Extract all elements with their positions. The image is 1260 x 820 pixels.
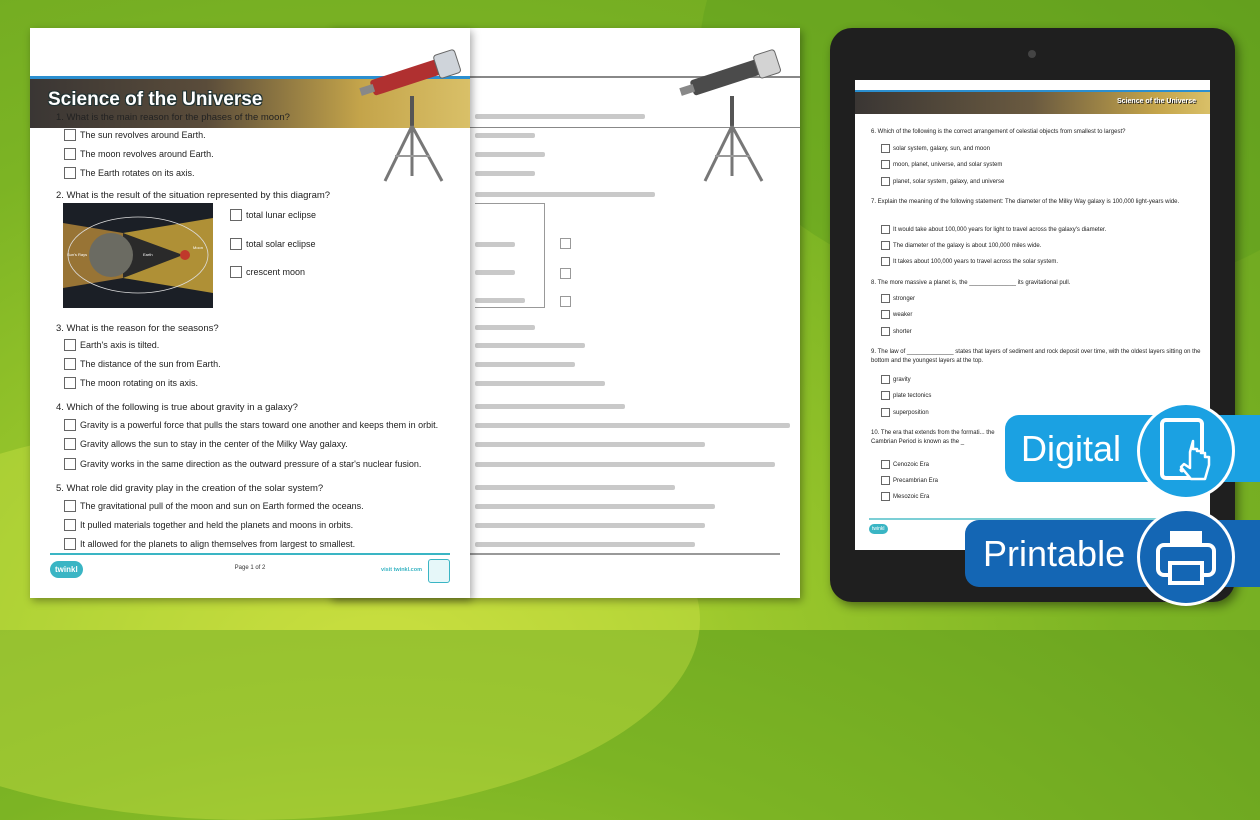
- tablet-answer-option[interactable]: [881, 327, 912, 336]
- option-label: Precambrian Era: [893, 477, 939, 484]
- checkbox[interactable]: [881, 144, 890, 153]
- tablet-question-text: 9. The law of ______________ states that layers of sediment and rock deposit over time, with the oldest layers sitting on the bottom and the youngest layers at the top.: [871, 349, 1201, 364]
- option-label: Gravity is a powerful force that pulls the stars toward one another and keeps them in orbit.: [80, 420, 439, 430]
- text-line-placeholder: [475, 362, 575, 367]
- text-line-placeholder: [475, 114, 645, 119]
- answer-option[interactable]: [64, 519, 353, 531]
- checkbox[interactable]: [230, 209, 242, 221]
- answer-option[interactable]: [64, 358, 221, 370]
- tablet-title: Science of the Universe: [1117, 98, 1196, 105]
- answer-option[interactable]: [64, 500, 364, 512]
- checkbox[interactable]: [64, 148, 76, 160]
- tablet-touch-icon: [1137, 402, 1235, 500]
- checkbox[interactable]: [64, 458, 76, 470]
- checkbox[interactable]: [64, 167, 76, 179]
- option-label: The Earth rotates on its axis.: [80, 168, 195, 178]
- checkbox[interactable]: [64, 377, 76, 389]
- text-line-placeholder: [475, 542, 695, 547]
- answer-option[interactable]: [64, 419, 438, 431]
- option-label: The moon revolves around Earth.: [80, 149, 214, 159]
- tablet-answer-option[interactable]: [881, 177, 1004, 186]
- checkbox-outline: [560, 238, 571, 249]
- checkbox[interactable]: [64, 538, 76, 550]
- checkbox[interactable]: [881, 492, 890, 501]
- camera-icon: [1028, 50, 1036, 58]
- option-label: It would take about 100,000 years for light to travel across the galaxy's diameter.: [893, 226, 1107, 233]
- answer-option[interactable]: [230, 209, 316, 221]
- checkbox[interactable]: [881, 310, 890, 319]
- tablet-answer-option[interactable]: [881, 391, 931, 400]
- answer-option[interactable]: [230, 266, 305, 278]
- question-text: 5. What role did gravity play in the creation of the solar system?: [56, 483, 324, 494]
- option-label: plate tectonics: [893, 392, 932, 399]
- visit-link[interactable]: visit twinkl.com: [381, 567, 422, 573]
- checkbox[interactable]: [881, 225, 890, 234]
- telescope-illustration: [350, 46, 470, 186]
- worksheet-page-1: [30, 28, 470, 598]
- option-label: total solar eclipse: [246, 239, 316, 249]
- printable-label: Printable: [983, 532, 1126, 574]
- question-text: 4. Which of the following is true about gravity in a galaxy?: [56, 402, 298, 413]
- checkbox[interactable]: [881, 241, 890, 250]
- checkbox[interactable]: [881, 460, 890, 469]
- tablet-answer-option[interactable]: [881, 225, 1106, 234]
- option-label: planet, solar system, galaxy, and universe: [893, 178, 1005, 185]
- text-line-placeholder: [475, 325, 535, 330]
- checkbox[interactable]: [64, 339, 76, 351]
- option-label: crescent moon: [246, 267, 306, 277]
- checkbox-outline: [560, 296, 571, 307]
- tablet-answer-option[interactable]: [881, 241, 1041, 250]
- option-label: It pulled materials together and held the planets and moons in orbits.: [80, 520, 354, 530]
- checkbox[interactable]: [881, 476, 890, 485]
- text-line-placeholder: [475, 133, 535, 138]
- checkbox[interactable]: [881, 408, 890, 417]
- answer-option[interactable]: [64, 339, 159, 351]
- option-label: weaker: [893, 311, 913, 318]
- checkbox[interactable]: [64, 519, 76, 531]
- text-line-placeholder: [475, 343, 585, 348]
- text-line-placeholder: [475, 442, 705, 447]
- option-label: The gravitational pull of the moon and sun on Earth formed the oceans.: [80, 501, 364, 511]
- tablet-answer-option[interactable]: [881, 160, 1002, 169]
- tablet-answer-option[interactable]: [881, 476, 938, 485]
- digital-label: Digital: [1021, 427, 1122, 469]
- twinkl-logo[interactable]: twinkl: [869, 524, 888, 534]
- diagram-outline: [475, 203, 545, 308]
- option-label: It allowed for the planets to align themselves from largest to smallest.: [80, 539, 356, 549]
- option-label: Gravity works in the same direction as the outward pressure of a star's nuclear fusion.: [80, 459, 422, 469]
- option-label: The sun revolves around Earth.: [80, 130, 206, 140]
- text-line-placeholder: [475, 485, 675, 490]
- checkbox-outline: [560, 268, 571, 279]
- checkbox[interactable]: [230, 238, 242, 250]
- answer-option[interactable]: [64, 458, 421, 470]
- option-label: shorter: [893, 328, 912, 335]
- option-label: superposition: [893, 409, 929, 416]
- checkbox[interactable]: [64, 358, 76, 370]
- answer-option[interactable]: [64, 377, 198, 389]
- tablet-title-banner: [855, 90, 1210, 114]
- tablet-question-text: 7. Explain the meaning of the following statement: The diameter of the Milky Way galaxy is 100,000 light-years wide.: [871, 199, 1180, 205]
- answer-option[interactable]: [64, 438, 348, 450]
- tablet-answer-option[interactable]: [881, 257, 1058, 266]
- option-label: solar system, galaxy, sun, and moon: [893, 145, 990, 152]
- option-label: Gravity allows the sun to stay in the center of the Milky Way galaxy.: [80, 439, 348, 449]
- text-line-placeholder: [475, 404, 625, 409]
- telescope-outline-illustration: [670, 46, 790, 186]
- option-label: Mesozoic Era: [893, 493, 930, 500]
- question-text: 2. What is the result of the situation represented by this diagram?: [56, 190, 331, 201]
- checkbox[interactable]: [64, 129, 76, 141]
- quality-seal-icon: [428, 559, 450, 583]
- tablet-question-text: 10. The era that extends from the formati... the Cambrian Period is known as the _: [871, 430, 995, 445]
- text-line-placeholder: [475, 523, 705, 528]
- tablet-answer-option[interactable]: [881, 408, 929, 417]
- answer-option[interactable]: [64, 538, 355, 550]
- checkbox[interactable]: [230, 266, 242, 278]
- page-footer: [50, 553, 450, 593]
- checkbox[interactable]: [64, 500, 76, 512]
- option-label: The moon rotating on its axis.: [80, 378, 199, 388]
- option-label: Earth's axis is tilted.: [80, 340, 160, 350]
- tablet-question-text: 6. Which of the following is the correct arrangement of celestial objects from smallest to largest?: [871, 129, 1126, 135]
- checkbox[interactable]: [881, 160, 890, 169]
- tablet-answer-option[interactable]: [881, 310, 912, 319]
- checkbox[interactable]: [881, 327, 890, 336]
- checkbox[interactable]: [881, 177, 890, 186]
- twinkl-logo[interactable]: twinkl: [50, 561, 83, 578]
- answer-option[interactable]: [64, 148, 214, 160]
- text-line-placeholder: [475, 462, 775, 467]
- diagram-label-rays: Sun's Rays: [67, 252, 88, 257]
- answer-option[interactable]: [64, 167, 195, 179]
- tablet-answer-option[interactable]: [881, 375, 911, 384]
- text-line-placeholder: [475, 504, 715, 509]
- answer-option[interactable]: [64, 129, 206, 141]
- option-label: moon, planet, universe, and solar system: [893, 161, 1003, 168]
- tablet-answer-option[interactable]: [881, 460, 929, 469]
- answer-option[interactable]: [230, 238, 316, 250]
- checkbox[interactable]: [64, 438, 76, 450]
- checkbox[interactable]: [881, 375, 890, 384]
- tablet-answer-option[interactable]: [881, 294, 915, 303]
- tablet-question-text: 8. The more massive a planet is, the ______________ its gravitational pull.: [871, 280, 1071, 286]
- text-line-placeholder: [475, 152, 545, 157]
- option-label: Cenozoic Era: [893, 461, 930, 468]
- diagram-label-moon: Moon: [193, 245, 204, 250]
- diagram-label-earth: Earth: [143, 252, 153, 257]
- checkbox[interactable]: [881, 257, 890, 266]
- option-label: total lunar eclipse: [246, 210, 317, 220]
- worksheet-title: Science of the Universe: [48, 89, 263, 110]
- tablet-answer-option[interactable]: [881, 492, 929, 501]
- page-number: Page 1 of 2: [234, 565, 266, 571]
- option-label: The distance of the sun from Earth.: [80, 359, 221, 369]
- text-line-placeholder: [475, 423, 790, 428]
- checkbox[interactable]: [881, 294, 890, 303]
- option-label: gravity: [893, 376, 911, 383]
- tablet-answer-option[interactable]: [881, 144, 990, 153]
- option-label: The diameter of the galaxy is about 100,000 miles wide.: [893, 242, 1042, 249]
- eclipse-diagram: [63, 203, 213, 308]
- text-line-placeholder: [475, 171, 535, 176]
- text-line-placeholder: [475, 192, 655, 197]
- question-text: 1. What is the main reason for the phases of the moon?: [56, 112, 290, 123]
- text-line-placeholder: [475, 381, 605, 386]
- option-label: stronger: [893, 295, 916, 302]
- option-label: It takes about 100,000 years to travel across the solar system.: [893, 258, 1059, 265]
- question-text: 3. What is the reason for the seasons?: [56, 323, 219, 334]
- checkbox[interactable]: [64, 419, 76, 431]
- printer-icon: [1137, 508, 1235, 606]
- checkbox[interactable]: [881, 391, 890, 400]
